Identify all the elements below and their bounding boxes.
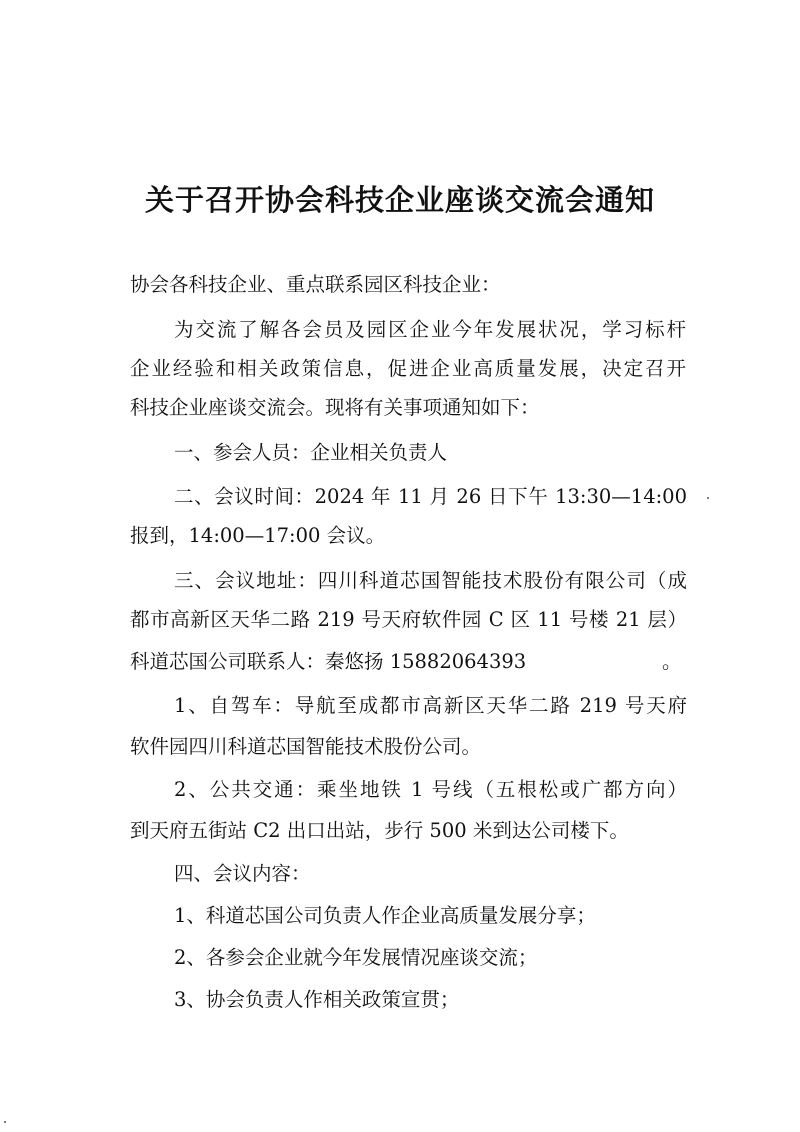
drive-line-1: 1、自驾车：导航至成都市高新区天华二路 219 号天府 [174,694,687,717]
location-end-mark: 。 [662,650,682,673]
scan-speck [4,1121,6,1123]
attendees-line: 一、参会人员：企业相关负责人 [174,441,448,464]
intro-line-3: 科技企业座谈交流会。现将有关事项通知如下： [130,396,540,419]
content-heading: 四、会议内容： [174,862,311,885]
salutation: 协会各科技企业、重点联系园区科技企业： [130,273,501,296]
content-item-3: 3、协会负责人作相关政策宣贯； [174,988,460,1011]
intro-line-2: 企业经验和相关政策信息，促进企业高质量发展，决定召开 [130,357,686,380]
content-item-2: 2、各参会企业就今年发展情况座谈交流； [174,946,538,969]
intro-line-1: 为交流了解各会员及园区企业今年发展状况，学习标杆 [174,318,686,341]
content-item-1: 1、科道芯国公司负责人作企业高质量发展分享； [174,904,596,927]
time-line-1: 二、会议时间：2024 年 11 月 26 日下午 13:30—14:00 [174,485,687,508]
scan-speck [707,497,709,499]
location-contact-line: 科道芯国公司联系人：秦悠扬 15882064393 [130,650,527,673]
drive-line-2: 软件园四川科道芯国智能技术股份公司。 [130,735,482,758]
notice-title: 关于召开协会科技企业座谈交流会通知 [144,183,655,217]
transit-line-1: 2、公共交通：乘坐地铁 1 号线（五根松或广都方向） [174,778,687,801]
time-line-2: 报到，14:00—17:00 会议。 [130,524,386,547]
transit-line-2: 到天府五街站 C2 出口出站，步行 500 米到达公司楼下。 [130,819,629,842]
location-line-2: 都市高新区天华二路 219 号天府软件园 C 区 11 号楼 21 层） [130,608,687,631]
location-line-1: 三、会议地址：四川科道芯国智能技术股份有限公司（成 [174,569,687,592]
